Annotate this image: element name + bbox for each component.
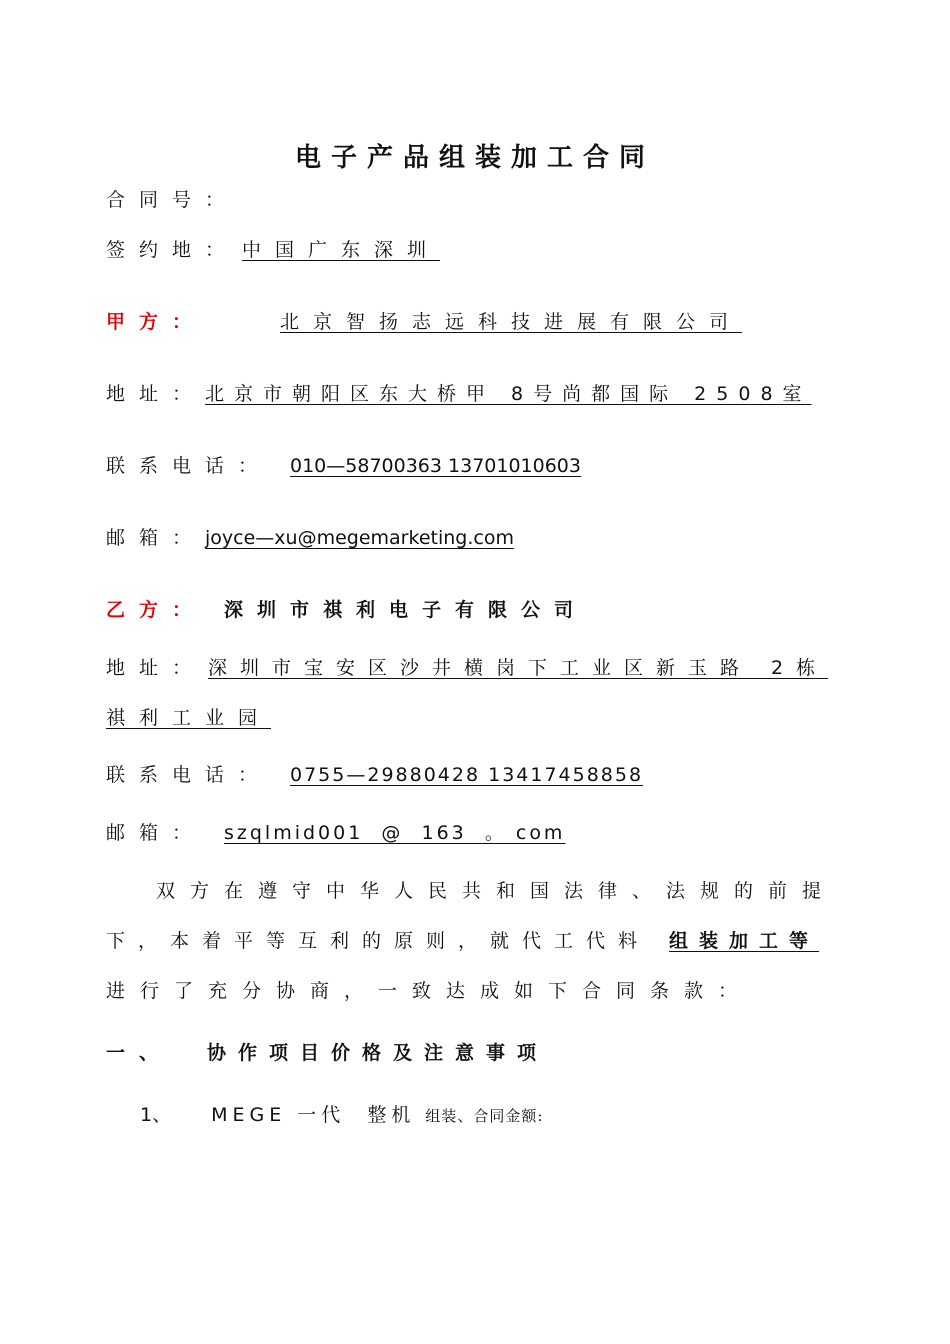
document-title: 电子产品组装加工合同 xyxy=(294,143,655,173)
party-b-row xyxy=(106,598,205,622)
party-a-row xyxy=(106,310,205,334)
party-a-phone-row xyxy=(106,454,271,478)
intro-line-1: 双方在遵守中华人民共和国法律、法规的前提 xyxy=(156,880,837,902)
party-a-email-row xyxy=(106,526,514,550)
party-b-address-label: 地址： xyxy=(106,657,206,679)
intro-line-3: 进行了充分协商，一致达成如下合同条款： xyxy=(106,980,753,1002)
party-b-address-line1: 深圳市宝安区沙井横岗下工业区新玉路 2栋 xyxy=(208,657,829,679)
party-a-phone: 010—58700363 13701010603 xyxy=(290,455,581,477)
party-b-phone-row xyxy=(106,763,271,787)
party-a-name: 北京智扬志远科技进展有限公司 xyxy=(280,311,743,333)
contract-number-label: 合同号： xyxy=(106,189,239,211)
signing-place-label: 签约地： xyxy=(106,239,239,261)
item-1-text: MEGE 一代 整机 xyxy=(211,1104,416,1126)
party-b-phone: 0755—29880428 13417458858 xyxy=(290,764,644,786)
party-b-email: szqlmid001 @ 163 。 com xyxy=(224,822,566,844)
party-b-phone-label: 联系电话： xyxy=(106,764,272,786)
item-1-number: 1、 xyxy=(140,1104,172,1126)
party-a-address-row xyxy=(106,382,812,406)
section-1-title: 协作项目价格及注意事项 xyxy=(207,1042,549,1064)
intro-line-2 xyxy=(106,929,819,953)
signing-place-row xyxy=(106,238,440,262)
party-b-label: 乙方： xyxy=(106,599,206,621)
party-b-address-line2: 祺利工业园 xyxy=(106,707,272,729)
signing-place-value: 中国广东深圳 xyxy=(242,239,441,261)
party-b-email-row xyxy=(106,821,205,845)
party-a-email: joyce—xu@megemarketing.com xyxy=(205,527,514,549)
party-a-label: 甲方： xyxy=(106,311,206,333)
party-b-address-row xyxy=(106,656,205,680)
item-1-row xyxy=(140,1103,543,1128)
intro-line-2-text: 下，本着平等互利的原则，就代工代料 xyxy=(106,930,670,952)
intro-line-2-emphasis: 组装加工等 xyxy=(669,930,820,952)
party-a-address-label: 地址： xyxy=(106,383,206,405)
party-b-name: 深圳市祺利电子有限公司 xyxy=(224,599,588,621)
party-b-email-label: 邮箱： xyxy=(106,822,206,844)
party-a-email-label: 邮箱： xyxy=(106,527,206,549)
party-a-address: 北京市朝阳区东大桥甲 8号尚都国际 2508室 xyxy=(205,383,812,405)
section-1-number: 一、 xyxy=(106,1042,173,1064)
item-1-suffix: 组装、合同金额: xyxy=(425,1107,544,1125)
section-1-heading xyxy=(106,1041,172,1065)
party-a-phone-label: 联系电话： xyxy=(106,455,272,477)
